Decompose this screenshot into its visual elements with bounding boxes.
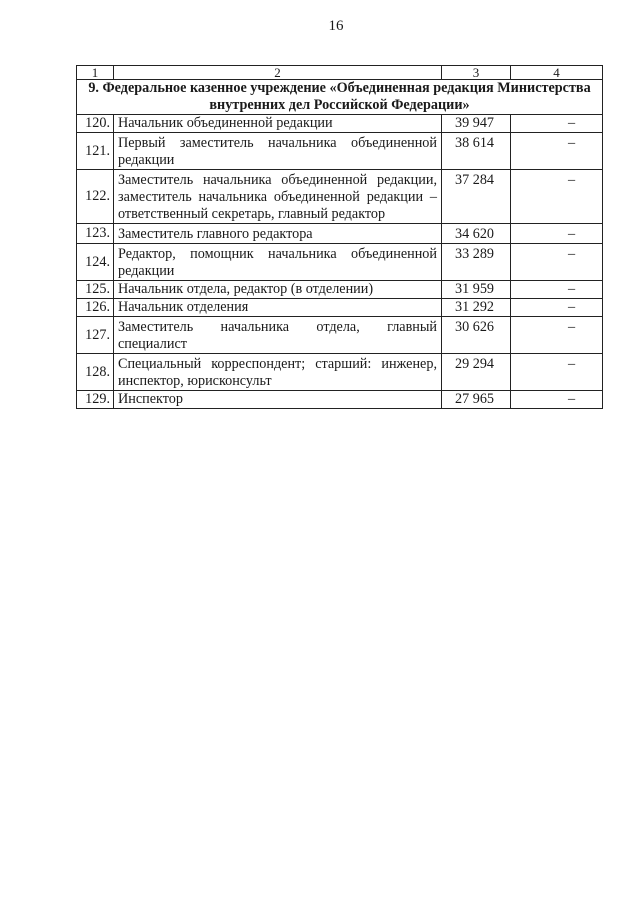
extra-value: –: [511, 317, 603, 354]
row-number: 125.: [77, 281, 114, 299]
position-title: Первый заместитель начальника объединенной редакции: [114, 133, 442, 170]
salary-table: [76, 65, 603, 409]
extra-value: –: [511, 133, 603, 170]
table-row: [77, 391, 603, 409]
extra-value: –: [511, 244, 603, 281]
salary-value: 30 626: [442, 317, 511, 354]
table-row: [77, 354, 603, 391]
row-number: 129.: [77, 391, 114, 409]
position-title: Редактор, помощник начальника объединенной редакции: [114, 244, 442, 281]
salary-value: 31 292: [442, 299, 511, 317]
table-row: [77, 317, 603, 354]
extra-value: –: [511, 170, 603, 224]
salary-value: 38 614: [442, 133, 511, 170]
row-number: 127.: [77, 317, 114, 354]
section-header-row: [77, 80, 603, 115]
extra-value: –: [511, 391, 603, 409]
position-title: Заместитель начальника объединенной редакции, заместитель начальника объединенной редакции – ответственный секретарь, главный редактор: [114, 170, 442, 224]
column-header: 3: [442, 66, 511, 80]
table-row: [77, 224, 603, 244]
salary-value: 27 965: [442, 391, 511, 409]
page-number: 16: [328, 18, 344, 34]
column-header: 1: [77, 66, 114, 80]
row-number: 122.: [77, 170, 114, 224]
row-number: 123.: [77, 224, 114, 244]
row-number: 121.: [77, 133, 114, 170]
salary-value: 29 294: [442, 354, 511, 391]
table-row: [77, 115, 603, 133]
table-row: [77, 281, 603, 299]
extra-value: –: [511, 115, 603, 133]
table-row: [77, 133, 603, 170]
column-header-row: [77, 66, 603, 80]
salary-value: 34 620: [442, 224, 511, 244]
row-number: 120.: [77, 115, 114, 133]
position-title: Начальник отдела, редактор (в отделении): [114, 281, 442, 299]
position-title: Заместитель главного редактора: [114, 224, 442, 244]
table-row: [77, 244, 603, 281]
salary-value: 37 284: [442, 170, 511, 224]
position-title: Заместитель начальника отдела, главный специалист: [114, 317, 442, 354]
salary-value: 39 947: [442, 115, 511, 133]
position-title: Начальник объединенной редакции: [114, 115, 442, 133]
extra-value: –: [511, 354, 603, 391]
extra-value: –: [511, 224, 603, 244]
extra-value: –: [511, 299, 603, 317]
position-title: Начальник отделения: [114, 299, 442, 317]
position-title: Инспектор: [114, 391, 442, 409]
row-number: 126.: [77, 299, 114, 317]
salary-value: 33 289: [442, 244, 511, 281]
table-row: [77, 170, 603, 224]
extra-value: –: [511, 281, 603, 299]
position-title: Специальный корреспондент; старший: инженер, инспектор, юрисконсульт: [114, 354, 442, 391]
column-header: 4: [511, 66, 603, 80]
section-title: 9. Федеральное казенное учреждение «Объединенная редакция Министерства внутренних дел Российской Федерации»: [77, 80, 603, 115]
salary-value: 31 959: [442, 281, 511, 299]
row-number: 124.: [77, 244, 114, 281]
row-number: 128.: [77, 354, 114, 391]
table-row: [77, 299, 603, 317]
column-header: 2: [114, 66, 442, 80]
